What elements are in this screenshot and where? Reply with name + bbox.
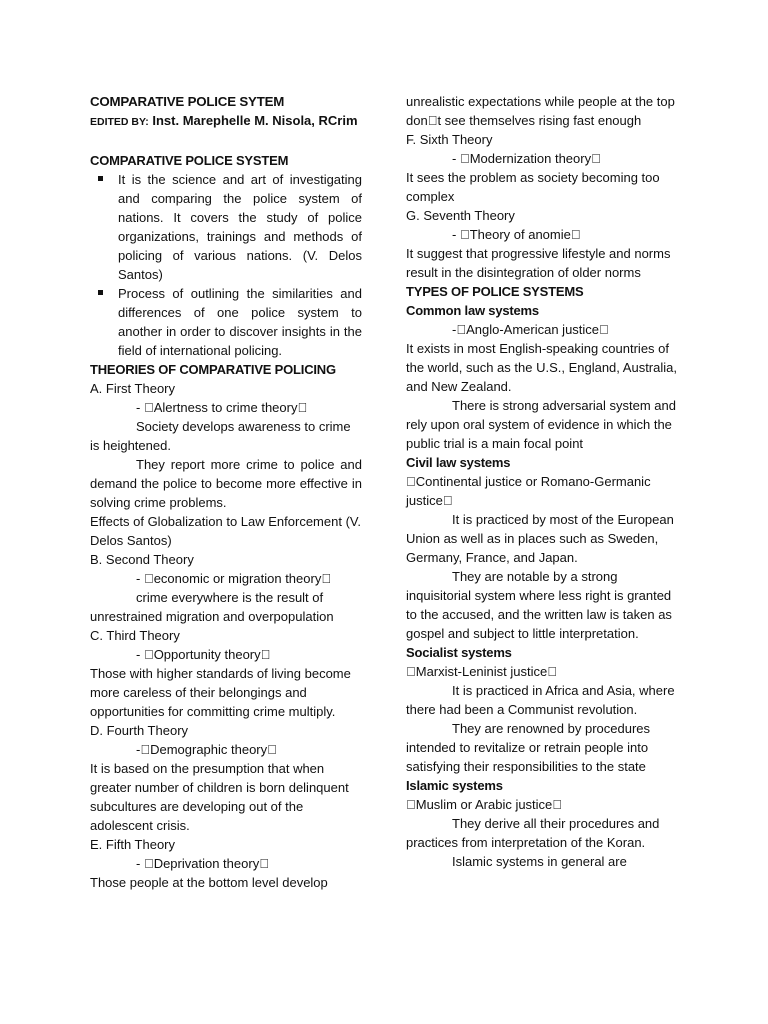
system-text: There is strong adversarial system and rely upon oral system of evidence in which the public trial is a main focal point	[406, 398, 676, 451]
definition-bullet: Process of outlining the similarities and differences of one police system to another in order to discover insights in the field of international policing.	[90, 284, 362, 360]
document-title: COMPARATIVE POLICE SYTEM	[90, 94, 285, 109]
system-text: It exists in most English-speaking countries of the world, such as the U.S., England, Australia, and New Zealand.	[406, 341, 677, 394]
system-text: They are renowned by procedures intended to revitalize or retrain people into satisfying their responsibilities to the state	[406, 721, 651, 774]
system-heading: Islamic systems	[406, 778, 503, 793]
system-text: It is practiced by most of the European Union as well as in places such as Sweden, Germany, France, and Japan.	[406, 512, 674, 565]
editor-name: Inst. Marephelle M. Nisola, RCrim	[152, 113, 358, 128]
theory-text: They report more crime to police and demand the police to become more effective in solving crime problems.	[90, 457, 362, 510]
left-column	[90, 92, 362, 892]
theory-text: Those people at the bottom level develop	[90, 875, 328, 890]
section-heading: COMPARATIVE POLICE SYSTEM	[90, 153, 289, 168]
system-subtitle:  Continental justice or Romano-Germanic justice 	[406, 474, 651, 508]
definition-bullet: It is the science and art of investigating and comparing the police system of nations. It covers the study of police organizations, trainings and methods of policing of various nations. (V. Delos Santos)	[90, 170, 362, 284]
theory-text: crime everywhere is the result of unrestrained migration and overpopulation	[90, 590, 334, 624]
system-subtitle:  Muslim or Arabic justice 	[406, 797, 563, 812]
theory-label: E. Fifth Theory	[90, 837, 176, 852]
system-text: They are notable by a strong inquisitorial system where less right is granted to the accused, and the written law is taken as gospel and subject to little interpretation.	[406, 569, 672, 641]
system-text: It is practiced in Africa and Asia, where there had been a Communist revolution.	[406, 683, 675, 717]
right-column	[406, 92, 678, 871]
theories-heading: THEORIES OF COMPARATIVE POLICING	[90, 362, 336, 377]
theory-name: - Demographic theory 	[136, 742, 277, 757]
theory-text: Society develops awareness to crime is heightened.	[90, 419, 351, 453]
theory-name: -  Alertness to crime theory 	[136, 400, 308, 415]
theory-label: B. Second Theory	[90, 552, 194, 567]
system-text: Islamic systems in general are	[452, 854, 627, 869]
system-subtitle:  Marxist-Leninist justice 	[406, 664, 557, 679]
theory-name: -  Opportunity theory 	[136, 647, 271, 662]
theory-text: It suggest that progressive lifestyle and norms result in the disintegration of older norms	[406, 246, 671, 280]
theory-text: unrealistic expectations while people at the top don t see themselves rising fast enough	[406, 94, 675, 128]
edited-by-label: EDITED BY:	[90, 116, 149, 128]
theory-label: A. First Theory	[90, 381, 176, 396]
theory-label: G. Seventh Theory	[406, 208, 515, 223]
theory-name: -  Theory of anomie 	[452, 227, 581, 242]
definition-list	[90, 170, 362, 360]
system-subtitle: - Anglo-American justice 	[452, 322, 609, 337]
system-heading: Common law systems	[406, 303, 539, 318]
system-heading: Civil law systems	[406, 455, 511, 470]
types-heading: TYPES OF POLICE SYSTEMS	[406, 284, 584, 299]
theory-name: -  Modernization theory 	[452, 151, 601, 166]
theory-label: F. Sixth Theory	[406, 132, 493, 147]
theory-label: D. Fourth Theory	[90, 723, 189, 738]
theory-text: It is based on the presumption that when greater number of children is born delinquent subcultures are developing out of the adolescent crisis.	[90, 761, 349, 833]
edited-by-line	[90, 111, 362, 132]
system-text: They derive all their procedures and practices from interpretation of the Koran.	[406, 816, 660, 850]
theory-name: -  Deprivation theory 	[136, 856, 269, 871]
theory-label: C. Third Theory	[90, 628, 180, 643]
spacer	[90, 132, 362, 151]
system-heading: Socialist systems	[406, 645, 512, 660]
effects-text: Effects of Globalization to Law Enforcement (V. Delos Santos)	[90, 514, 361, 548]
theory-text: Those with higher standards of living become more careless of their belongings and opportunities for committing crime multiply.	[90, 666, 351, 719]
theory-name: -  economic or migration theory 	[136, 571, 332, 586]
theory-text: It sees the problem as society becoming too complex	[406, 170, 660, 204]
